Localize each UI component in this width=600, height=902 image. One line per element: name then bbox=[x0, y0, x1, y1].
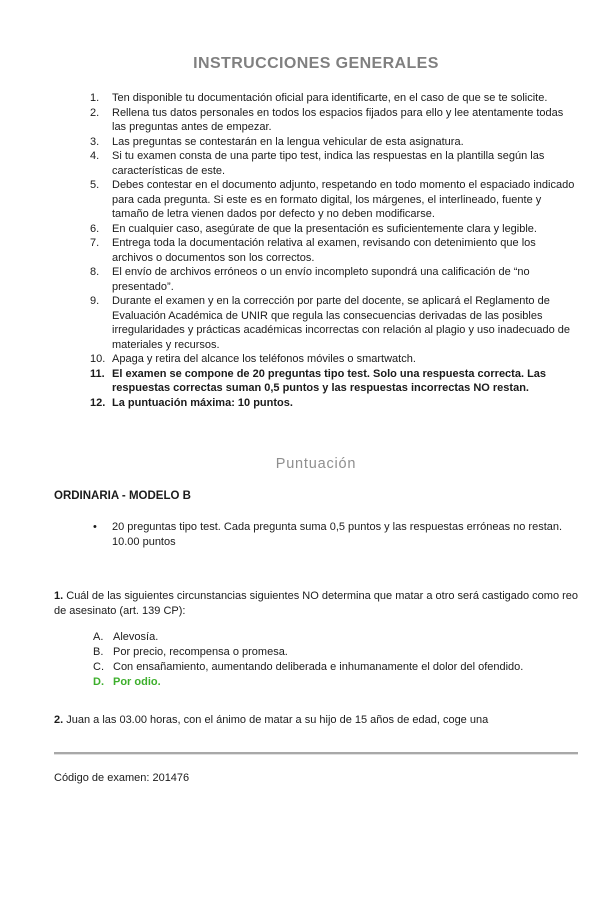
question-number: 1. bbox=[54, 590, 64, 602]
bullet-icon: • bbox=[93, 521, 97, 533]
instruction-text: Apaga y retira del alcance los teléfonos móviles o smartwatch. bbox=[112, 353, 416, 365]
option-item bbox=[93, 630, 578, 645]
bullet-item bbox=[93, 520, 578, 549]
scoring-bullet-list bbox=[93, 520, 578, 549]
instruction-item bbox=[90, 91, 578, 106]
section-heading-puntuacion: Puntuación bbox=[275, 456, 357, 472]
exam-code: Código de examen: 201476 bbox=[54, 771, 190, 784]
instruction-item bbox=[90, 236, 578, 265]
instructions-list bbox=[90, 91, 578, 410]
question-statement: Cuál de las siguientes circunstancias siguientes NO determina que matar a otro será castigado como reo de asesinato (art. 139 CP): bbox=[54, 590, 579, 617]
option-letter: A. bbox=[93, 631, 104, 643]
question-statement: Juan a las 03.00 horas, con el ánimo de matar a su hijo de 15 años de edad, coge una bbox=[66, 714, 489, 726]
option-text: Alevosía. bbox=[113, 631, 159, 643]
option-item bbox=[93, 675, 578, 690]
instruction-text: La puntuación máxima: 10 puntos. bbox=[112, 396, 293, 409]
instruction-number: 6. bbox=[90, 222, 100, 235]
instruction-text: Rellena tus datos personales en todos los espacios fijados para ello y lee atentamente todas las preguntas antes de empezar. bbox=[112, 106, 564, 133]
instruction-item bbox=[90, 135, 578, 150]
option-text: Por precio, recompensa o promesa. bbox=[113, 646, 288, 658]
instruction-item bbox=[90, 149, 578, 178]
instruction-number: 3. bbox=[90, 135, 100, 148]
instruction-item bbox=[90, 294, 578, 352]
instruction-number: 12. bbox=[90, 396, 106, 409]
option-item bbox=[93, 645, 578, 660]
instruction-text: Si tu examen consta de una parte tipo test, indica las respuestas en la plantilla según las características de este. bbox=[112, 150, 545, 177]
instruction-text: Debes contestar en el documento adjunto, respetando en todo momento el espaciado indicado para cada pregunta. Si este es en formato digital, los márgenes, el interlineado, fuente y tamaño de letra vienen dados por defecto y no deben modificarse. bbox=[112, 179, 575, 220]
instruction-text: El examen se compone de 20 preguntas tipo test. Solo una respuesta correcta. Las respuestas correctas suman 0,5 puntos y las respuestas incorrectas NO restan. bbox=[112, 367, 547, 394]
instruction-item bbox=[90, 367, 578, 396]
exam-document-page bbox=[0, 54, 600, 902]
instruction-text: Entrega toda la documentación relativa al examen, revisando con detenimiento que los archivos o documentos son los correctos. bbox=[112, 237, 536, 264]
instruction-item bbox=[90, 222, 578, 237]
instruction-number: 8. bbox=[90, 266, 100, 278]
option-letter: B. bbox=[93, 646, 104, 658]
instruction-item bbox=[90, 178, 578, 222]
instruction-item bbox=[90, 352, 578, 367]
subheading-ordinaria-modelo-b: ORDINARIA - MODELO B bbox=[54, 490, 191, 502]
instruction-number: 5. bbox=[90, 179, 100, 191]
instruction-number: 4. bbox=[90, 150, 100, 162]
instruction-number: 2. bbox=[90, 106, 100, 119]
instruction-text: Ten disponible tu documentación oficial para identificarte, en el caso de que se te solicite. bbox=[112, 92, 548, 104]
instruction-item bbox=[90, 265, 578, 294]
footer-divider bbox=[54, 752, 578, 755]
option-letter: C. bbox=[93, 661, 104, 673]
instruction-number: 11. bbox=[90, 367, 105, 380]
instruction-text: Durante el examen y en la corrección por parte del docente, se aplicará el Reglamento de Evaluación Académica de UNIR que regula las consecuencias derivadas de las posibles irregularidades y prácticas académicas incorrectas con relación al plagio y uso inadecuado de materiales y recursos. bbox=[112, 295, 570, 351]
question-block bbox=[54, 713, 578, 728]
question-text bbox=[54, 713, 578, 728]
question-number: 2. bbox=[54, 714, 64, 726]
instruction-number: 10. bbox=[90, 353, 106, 365]
instruction-item bbox=[90, 106, 578, 135]
option-item bbox=[93, 660, 578, 675]
instruction-number: 9. bbox=[90, 295, 100, 307]
option-text: Con ensañamiento, aumentando deliberada e inhumanamente el dolor del ofendido. bbox=[113, 661, 524, 673]
option-letter: D. bbox=[93, 676, 104, 688]
instruction-text: El envío de archivos erróneos o un envío incompleto supondrá una calificación de “no presentado”. bbox=[112, 266, 530, 293]
options-list bbox=[93, 630, 578, 690]
page-title: INSTRUCCIONES GENERALES bbox=[193, 55, 439, 72]
instruction-item bbox=[90, 396, 578, 411]
questions-section bbox=[54, 589, 578, 728]
instruction-text: Las preguntas se contestarán en la lengua vehicular de esta asignatura. bbox=[112, 135, 464, 148]
bullet-text: 20 preguntas tipo test. Cada pregunta suma 0,5 puntos y las respuestas erróneas no restan. 10.00 puntos bbox=[112, 521, 563, 548]
instruction-number: 7. bbox=[90, 237, 100, 249]
option-text: Por odio. bbox=[113, 676, 161, 688]
question-block bbox=[54, 589, 578, 690]
instruction-text: En cualquier caso, asegúrate de que la presentación es suficientemente clara y legible. bbox=[112, 222, 537, 235]
question-text bbox=[54, 589, 578, 618]
instruction-number: 1. bbox=[90, 92, 100, 104]
